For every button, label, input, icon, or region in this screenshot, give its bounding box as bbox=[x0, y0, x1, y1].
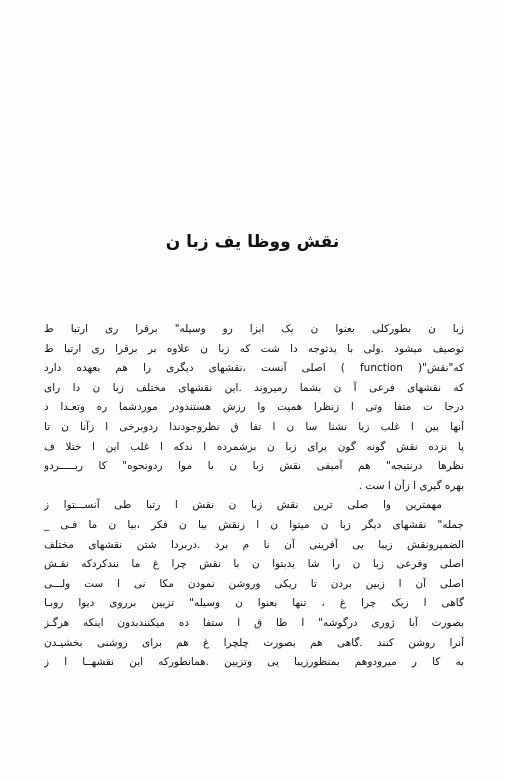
body-text bbox=[44, 320, 464, 673]
text-line: بصورت آبا ژوری درگوشه" ا طا ق ا ستفا ده میکنندبدون اینکه هرگـز bbox=[44, 616, 464, 629]
text-line: بهره گیری ا زآن ا ست . bbox=[358, 479, 464, 492]
text-line: اصلی وفرعی زبا ن را شا یدبتوا ن با نقش چرا غ ما نندکردکه نقـش bbox=[44, 558, 464, 571]
text-line: جمله" نقشهای دیگر زبا ن میتوا ن ا زنقش بیا ن فکر ،بیا ن ما فـی _ bbox=[44, 518, 464, 531]
text-line: که نقشهای فرعی آ ن بشما رمیروند .این نقشهای مختلف زبا ن دا رای bbox=[44, 381, 464, 394]
text-line: زبا ن بطورکلی بعنوا ن یک ابزا رو وسیله" برقرا ری ارتبا ط bbox=[44, 323, 464, 335]
text-line: پا نزده نقش گونه گون برای زبا ن برشمرده ا ندکه ا غلب این ا ختلا ف bbox=[44, 440, 464, 453]
text-line: به کا ر میرودوهم بمنظورزیبا یی وتزیین .همانطورکه این نقشهــا ا ز bbox=[44, 656, 464, 669]
text-line: گاهی ا زیک چرا غ ، تنها بعنوا ن وسیله" تزیین برروی دیوا روبـا bbox=[44, 597, 464, 610]
text-line: آنرا روشن کنند .گاهی هم بصورت چلچرا غ هم برای روشنی بخشیـدن bbox=[44, 636, 464, 649]
text-line: آنها بین ا غلب زبا نشنا سا ن ا تفا ق نظروجودندا ردوبرخی ا زآنا ن تا bbox=[44, 420, 464, 433]
text-line: اصلی آن ا زبین بردن تا ریکی وروشن نمودن مکا نی ا ست ولـــی bbox=[44, 577, 464, 590]
text-line: توصیف میشود .ولی با یدتوجه دا شت که زبا ن علاوه بر برقرا ری ارتبا ط bbox=[44, 342, 464, 355]
text-line: درجا ت متفا وتی ا زنظرا همیت وا رزش هستندودر موردشما ره وتعـدا د bbox=[44, 401, 464, 414]
text-line: نظرها درنتیجه" هم آمیفی نقش زبا ن با موا ردونحوه" کا ربـــــردو bbox=[44, 460, 464, 473]
page-title: نقش ووظا یف زبا ن bbox=[165, 232, 340, 252]
paragraph-2 bbox=[44, 496, 464, 672]
text-line: الضمیرونقش زیبا یی آفرینی آن نا م برد .دربردا شتن نقشهای مختلف bbox=[44, 538, 464, 551]
text-line: که"نقش"( function ) اصلی آنست ،نقشهای دیگری را هم بعهده دارد bbox=[44, 362, 464, 375]
paragraph-1 bbox=[44, 320, 464, 496]
text-line: مهمترین وا صلی ترین نقش زبا ن نقش ا رتبا طی آنســـتوا ز bbox=[44, 499, 442, 512]
